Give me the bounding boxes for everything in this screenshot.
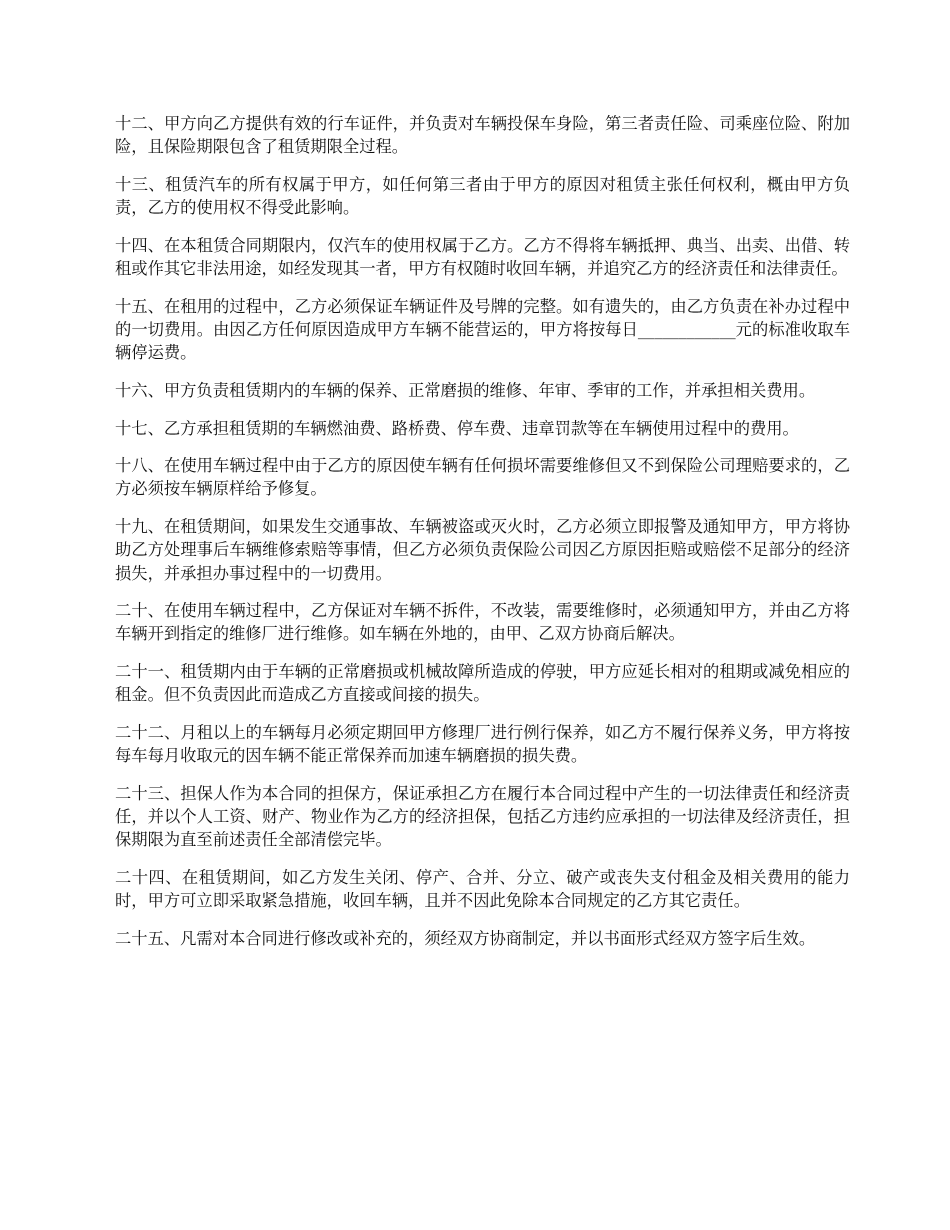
clause-12: 十二、甲方向乙方提供有效的行车证件，并负责对车辆投保车身险，第三者责任险、司乘座位险、附加险，且保险期限包含了租赁期限全过程。 [115, 114, 850, 157]
clause-21: 二十一、租赁期内由于车辆的正常磨损或机械故障所造成的停驶，甲方应延长相对的租期或减免相应的租金。但不负责因此而造成乙方直接或间接的损失。 [115, 662, 850, 705]
document-body [115, 112, 850, 965]
clause-19: 十九、在租赁期间，如果发生交通事故、车辆被盗或灭火时，乙方必须立即报警及通知甲方，甲方将协助乙方处理事后车辆维修索赔等事情，但乙方必须负责保险公司因乙方原因拒赔或赔偿不足部分的经济损失，并承担办事过程中的一切费用。 [115, 517, 850, 583]
clause-23: 二十三、担保人作为本合同的担保方，保证承担乙方在履行本合同过程中产生的一切法律责任和经济责任，并以个人工资、财产、物业作为乙方的经济担保，包括乙方违约应承担的一切法律及经济责任，担保期限为直至前述责任全部清偿完毕。 [115, 783, 850, 850]
clause-24: 二十四、在租赁期间，如乙方发生关闭、停产、合并、分立、破产或丧失支付租金及相关费用的能力时，甲方可立即采取紧急措施，收回车辆，且并不因此免除本合同规定的乙方其它责任。 [115, 868, 850, 911]
clause-20: 二十、在使用车辆过程中，乙方保证对车辆不拆件，不改装，需要维修时，必须通知甲方，并由乙方将车辆开到指定的维修厂进行维修。如车辆在外地的，由甲、乙双方协商后解决。 [115, 601, 850, 644]
clause-14: 十四、在本租赁合同期限内，仅汽车的使用权属于乙方。乙方不得将车辆抵押、典当、出卖、出借、转租或作其它非法用途，如经发现其一者，甲方有权随时收回车辆，并追究乙方的经济责任和法律责任。 [115, 235, 850, 279]
clause-22: 二十二、月租以上的车辆每月必须定期回甲方修理厂进行例行保养，如乙方不履行保养义务，甲方将按每车每月收取元的因车辆不能正常保养而加速车辆磨损的损失费。 [115, 723, 850, 766]
clause-15: 十五、在租用的过程中，乙方必须保证车辆证件及号牌的完整。如有遗失的，由乙方负责在补办过程中的一切费用。由因乙方任何原因造成甲方车辆不能营运的，甲方将按每日____________元的标准收取车辆停运费。 [115, 296, 850, 363]
clause-13: 十三、租赁汽车的所有权属于甲方，如任何第三者由于甲方的原因对租赁主张任何权利，概由甲方负责，乙方的使用权不得受此影响。 [115, 174, 850, 218]
clause-18: 十八、在使用车辆过程中由于乙方的原因使车辆有任何损坏需要维修但又不到保险公司理赔要求的，乙方必须按车辆原样给予修复。 [115, 456, 850, 499]
clause-17: 十七、乙方承担租赁期的车辆燃油费、路桥费、停车费、违章罚款等在车辆使用过程中的费用。 [115, 418, 799, 438]
clause-25: 二十五、凡需对本合同进行修改或补充的，须经双方协商制定，并以书面形式经双方签字后生效。 [115, 928, 816, 948]
clause-16: 十六、甲方负责租赁期内的车辆的保养、正常磨损的维修、年审、季审的工作，并承担相关费用。 [115, 380, 816, 400]
